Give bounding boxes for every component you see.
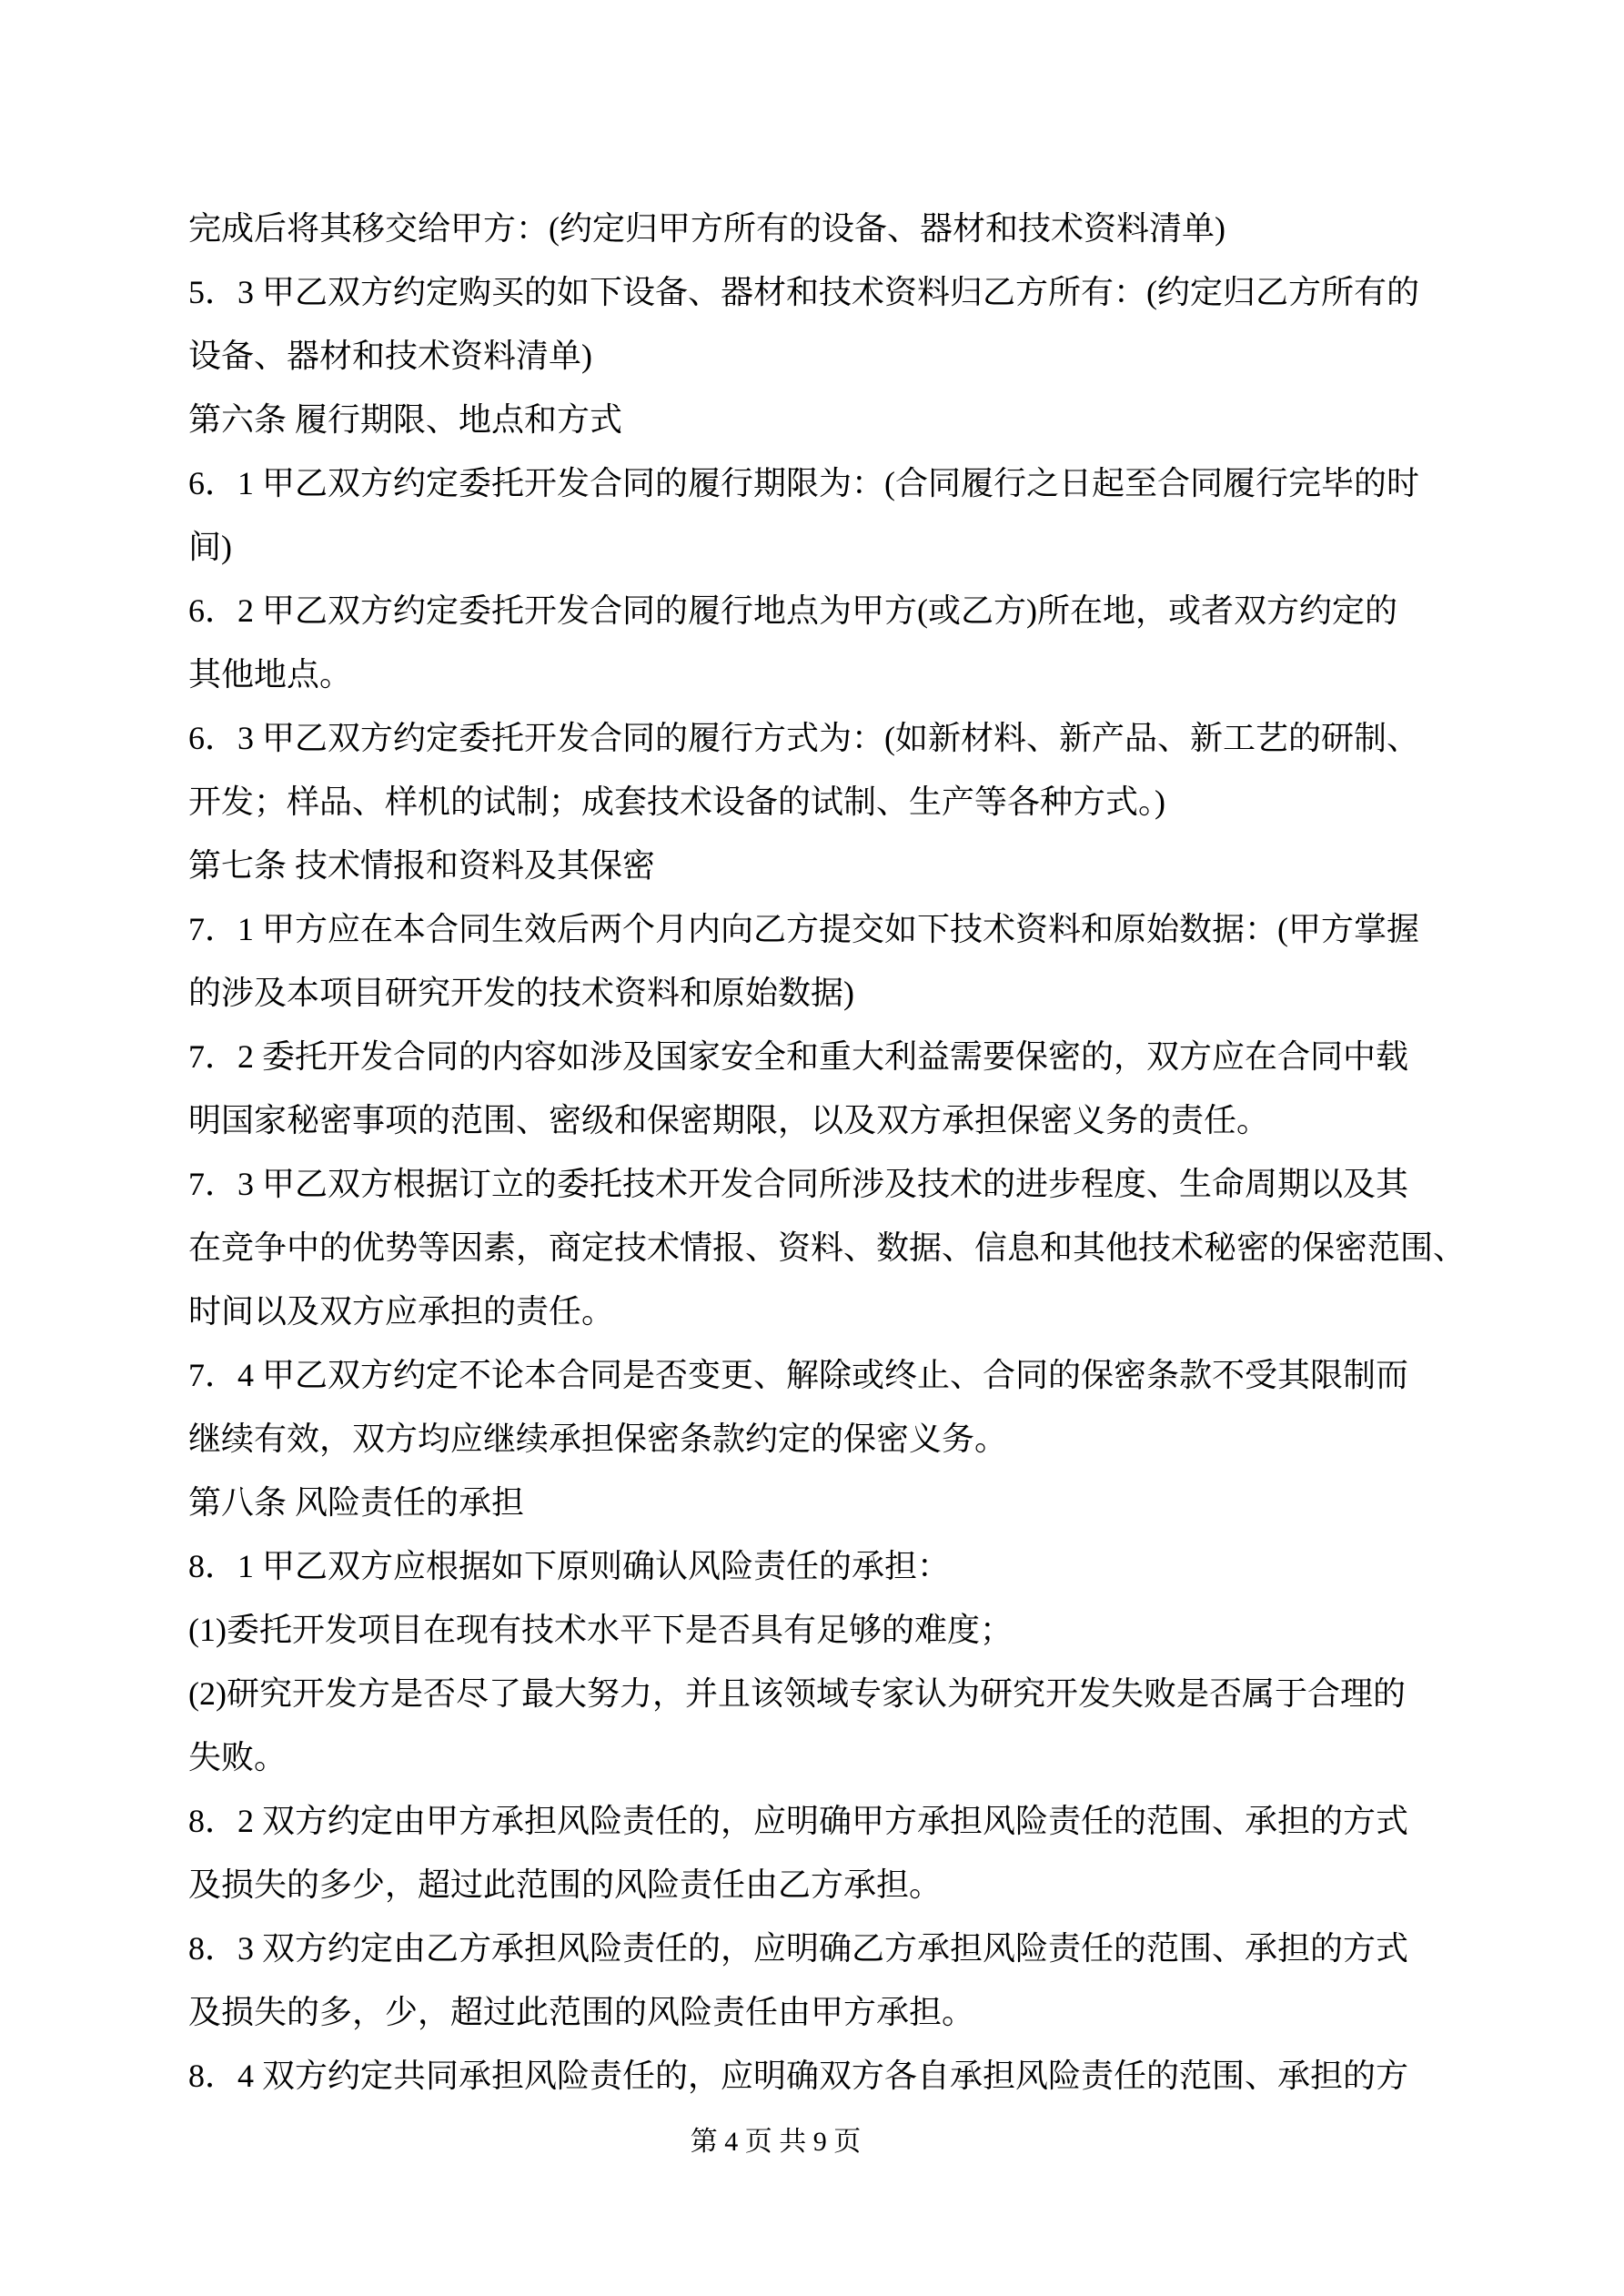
text-line: 失败。	[188, 1739, 287, 1775]
text-line: 8．2 双方约定由甲方承担风险责任的，应明确甲方承担风险责任的范围、承担的方式	[188, 1803, 1409, 1839]
section-heading: 第八条 风险责任的承担	[188, 1484, 525, 1521]
text-line: 5．3 甲乙双方约定购买的如下设备、器材和技术资料归乙方所有：(约定归乙方所有的	[188, 274, 1419, 310]
text-line: 其他地点。	[188, 656, 353, 693]
text-line: 7．2 委托开发合同的内容如涉及国家安全和重大利益需要保密的，双方应在合同中载	[188, 1038, 1409, 1075]
text-line: 的涉及本项目研究开发的技术资料和原始数据)	[188, 975, 854, 1011]
text-line: 及损失的多少，超过此范围的风险责任由乙方承担。	[188, 1866, 943, 1903]
text-line: 设备、器材和技术资料清单)	[188, 338, 592, 374]
text-line: 7．4 甲乙双方约定不论本合同是否变更、解除或终止、合同的保密条款不受其限制而	[188, 1357, 1409, 1393]
text-line: 间)	[188, 529, 232, 565]
text-line: 明国家秘密事项的范围、密级和保密期限，以及双方承担保密义务的责任。	[188, 1102, 1270, 1138]
text-line: 8．3 双方约定由乙方承担风险责任的，应明确乙方承担风险责任的范围、承担的方式	[188, 1930, 1409, 1967]
text-line: 7．1 甲方应在本合同生效后两个月内向乙方提交如下技术资料和原始数据：(甲方掌握	[188, 911, 1419, 947]
section-heading: 第七条 技术情报和资料及其保密	[188, 847, 656, 884]
document-body	[188, 197, 1467, 2108]
text-line: 开发；样品、样机的试制；成套技术设备的试制、生产等各种方式。)	[188, 784, 1165, 820]
text-line: 时间以及双方应承担的责任。	[188, 1293, 615, 1330]
text-line: 继续有效，双方均应继续承担保密条款约定的保密义务。	[188, 1421, 1008, 1457]
page-footer: 第 4 页 共 9 页	[690, 2127, 862, 2157]
text-line: 完成后将其移交给甲方：(约定归甲方所有的设备、器材和技术资料清单)	[188, 210, 1226, 247]
text-line: 7．3 甲乙双方根据订立的委托技术开发合同所涉及技术的进步程度、生命周期以及其	[188, 1166, 1409, 1202]
text-line: (2)研究开发方是否尽了最大努力，并且该领域专家认为研究开发失败是否属于合理的	[188, 1675, 1406, 1712]
text-line: 在竞争中的优势等因素，商定技术情报、资料、数据、信息和其他技术秘密的保密范围、	[188, 1229, 1467, 1266]
section-heading: 第六条 履行期限、地点和方式	[188, 401, 623, 438]
text-line: (1)委托开发项目在现有技术水平下是否具有足够的难度；	[188, 1612, 1013, 1648]
text-line: 及损失的多，少，超过此范围的风险责任由甲方承担。	[188, 1994, 975, 2030]
text-line: 8．1 甲乙双方应根据如下原则确认风险责任的承担：	[188, 1548, 951, 1584]
text-line: 8．4 双方约定共同承担风险责任的，应明确双方各自承担风险责任的范围、承担的方	[188, 2058, 1409, 2094]
text-line: 6．2 甲乙双方约定委托开发合同的履行地点为甲方(或乙方)所在地，或者双方约定的	[188, 592, 1397, 629]
text-line: 6．1 甲乙双方约定委托开发合同的履行期限为：(合同履行之日起至合同履行完毕的时	[188, 465, 1419, 501]
text-line: 6．3 甲乙双方约定委托开发合同的履行方式为：(如新材料、新产品、新工艺的研制、	[188, 720, 1419, 756]
